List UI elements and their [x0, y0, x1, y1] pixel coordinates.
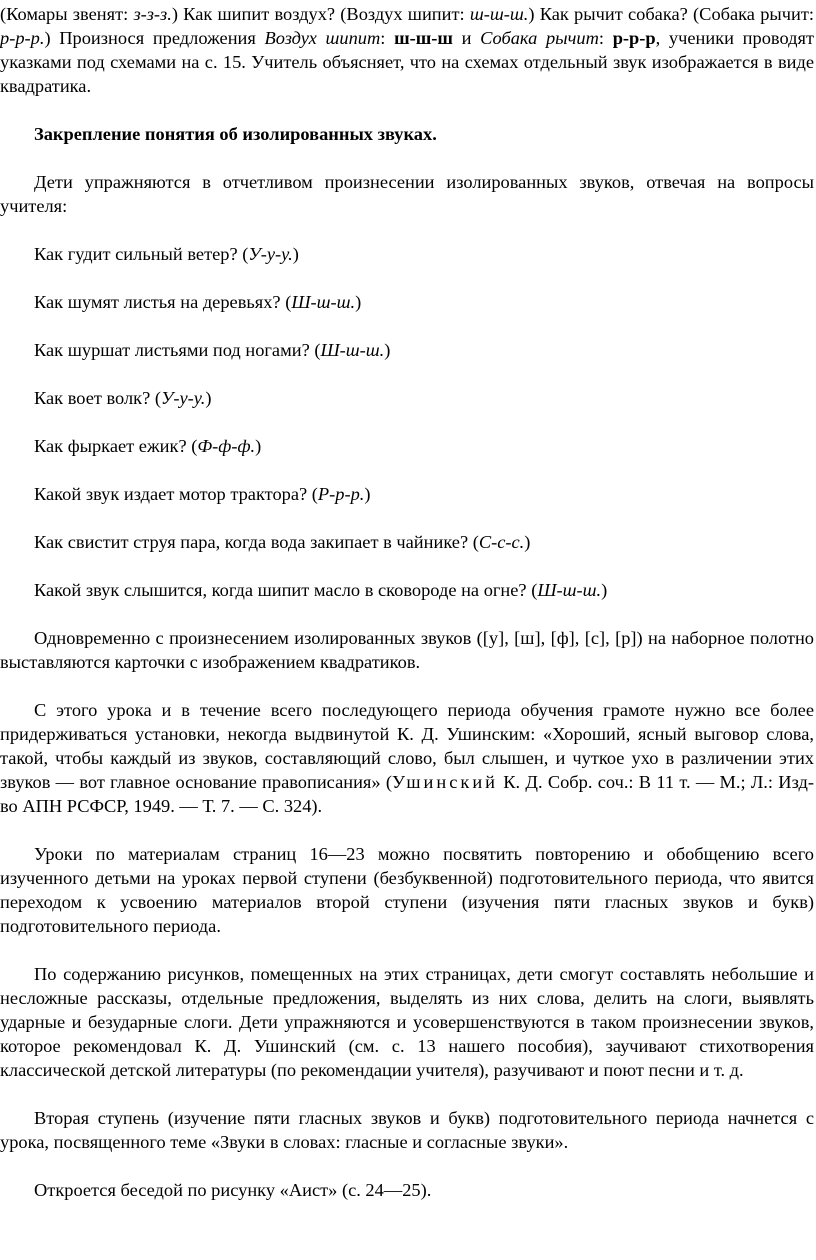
italic-run: Воздух шипит: [264, 28, 381, 48]
question-text: Какой звук издает мотор трактора? (: [34, 484, 318, 504]
bold-run: ш-ш-ш: [394, 28, 453, 48]
cards-paragraph: Одновременно с произнесением изолированных звуков ([у], [ш], [ф], [с], [р]) на наборное полотно выставляются карточки с изображением квадратиков.: [0, 628, 814, 672]
answer-text: У-у-у.: [248, 244, 293, 264]
question-item: [0, 338, 814, 362]
question-text: Как фыркает ежик? (: [34, 436, 198, 456]
text-run: и: [452, 28, 481, 48]
text-run: , ученики проводят указками под схемами на с. 15. Учитель объясняет, что на схемах отдельный звук изображается в виде квадратика.: [0, 28, 814, 96]
italic-run: р-р-р.: [0, 28, 45, 48]
text-run: С этого урока и в течение всего последующего периода обучения грамоте нужно все более придерживаться установки, некогда выдвинутой К. Д. Ушинским: «Хороший, ясный выговор слова, такой, чтобы каждый из звуков, составляющий слово, был слышен, и чуткое ухо в различении этих звуков — вот главное основание правописания» (: [0, 700, 814, 792]
question-text: Как свистит струя пара, когда вода закипает в чайнике? (: [34, 532, 479, 552]
stage-two-paragraph: Вторая ступень (изучение пяти гласных звуков и букв) подготовительного периода начнется с урока, посвященного теме «Звуки в словах: гласные и согласные звуки».: [0, 1108, 814, 1152]
question-end: ): [292, 244, 299, 264]
bold-run: р-р-р: [612, 28, 656, 48]
section-heading: Закрепление понятия об изолированных звуках.: [34, 124, 437, 144]
answer-text: Ф-ф-ф.: [197, 436, 256, 456]
answer-text: Ш-ш-ш.: [291, 292, 356, 312]
answer-text: Ш-ш-ш.: [537, 580, 602, 600]
answer-text: Ш-ш-ш.: [320, 340, 385, 360]
question-end: ): [255, 436, 262, 456]
italic-run: ш-ш-ш.: [469, 4, 529, 24]
opening-paragraph: Откроется беседой по рисунку «Аист» (с. 24—25).: [34, 1180, 432, 1200]
italic-run: Собака рычит: [480, 28, 599, 48]
question-item: [0, 530, 814, 554]
question-end: ): [205, 388, 212, 408]
text-run: (Комары звенят:: [0, 4, 134, 24]
question-end: ): [384, 340, 391, 360]
text-run: ) Произнося предложения: [44, 28, 265, 48]
answer-text: У-у-у.: [161, 388, 206, 408]
question-item: [0, 482, 814, 506]
text-run: :: [598, 28, 613, 48]
question-end: ): [601, 580, 608, 600]
question-text: Как гудит сильный ветер? (: [34, 244, 249, 264]
text-run: :: [380, 28, 395, 48]
question-item: [0, 386, 814, 410]
intro-paragraph: [0, 2, 814, 98]
answer-text: С-с-с.: [478, 532, 525, 552]
question-item: [0, 434, 814, 458]
question-list: [0, 242, 814, 602]
pictures-paragraph: По содержанию рисунков, помещенных на этих страницах, дети смогут составлять небольшие и несложные рассказы, отдельные предложения, выделять из них слова, делить на слоги, выявлять ударные и безударные слоги. Дети упражняются и усовершенствуются в таком произнесении звуков, которое рекомендовал К. Д. Ушинский (см. с. 13 нашего пособия), заучивают стихотворения классической детской литературы (по рекомендации учителя), разучивают и поют песни и т. д.: [0, 964, 814, 1080]
italic-run: з-з-з.: [133, 4, 172, 24]
text-run: ) Как шипит воздух? (Воздух шипит:: [171, 4, 470, 24]
answer-text: Р-р-р.: [317, 484, 365, 504]
question-item: [0, 578, 814, 602]
question-text: Как шумят листья на деревьях? (: [34, 292, 292, 312]
question-item: [0, 290, 814, 314]
question-item: [0, 242, 814, 266]
question-text: Как шуршат листьями под ногами? (: [34, 340, 321, 360]
exercise-intro-paragraph: Дети упражняются в отчетливом произнесении изолированных звуков, отвечая на вопросы учителя:: [0, 172, 814, 216]
question-text: Как воет волк? (: [34, 388, 162, 408]
question-end: ): [364, 484, 371, 504]
question-text: Какой звук слышится, когда шипит масло в сковороде на огне? (: [34, 580, 538, 600]
question-end: ): [355, 292, 362, 312]
text-run: ) Как рычит собака? (Собака рычит:: [528, 4, 814, 24]
author-name: Ушинский: [391, 772, 498, 792]
question-end: ): [524, 532, 531, 552]
ushinsky-paragraph: [0, 698, 814, 818]
citation-text: К. Д. Собр. соч.: В 11 т. — М.; Л.: Изд-во АПН РСФСР, 1949. — Т. 7. — С. 324).: [0, 772, 814, 816]
lessons-paragraph: Уроки по материалам страниц 16—23 можно посвятить повторению и обобщению всего изученного детьми на уроках первой ступени (безбуквенной) подготовительного периода, что явится переходом к усвоению материалов второй ступени (изучения пяти гласных звуков и букв) подготовительного периода.: [0, 844, 814, 936]
